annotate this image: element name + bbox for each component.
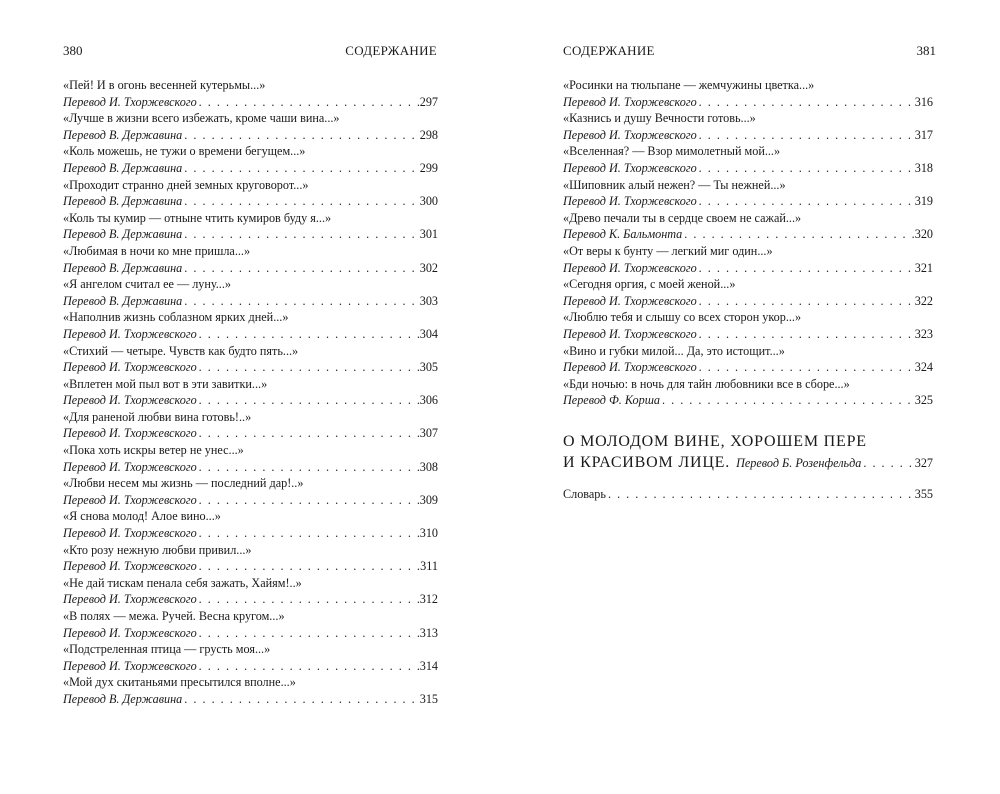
leader-dots: [197, 558, 420, 575]
translator-row: [63, 459, 438, 476]
translator-row: [563, 94, 933, 111]
translator-row: [63, 392, 438, 409]
translator: Перевод В. Державина: [63, 293, 183, 308]
leader-dots: [697, 127, 915, 144]
translator: Перевод И. Тхоржевского: [63, 625, 197, 640]
running-title: СОДЕРЖАНИЕ: [345, 43, 437, 58]
toc-entry: [563, 343, 933, 376]
toc-entry: [563, 77, 933, 110]
section-entry: [563, 431, 933, 474]
leader-dots: [606, 486, 915, 503]
translator: Перевод И. Тхоржевского: [563, 194, 697, 209]
poem-title: «Я ангелом считал ее — луну...»: [63, 277, 231, 292]
poem-title: «Пей! И в огонь весенней кутерьмы...»: [63, 78, 266, 92]
entry-page-number: 311: [420, 559, 438, 574]
toc-entry: [563, 110, 933, 143]
section-translator: Перевод Б. Розенфельда: [736, 456, 862, 470]
translator-row: [563, 193, 933, 210]
leader-dots: [197, 525, 420, 542]
translator-row: [63, 359, 438, 376]
translator-row: [563, 127, 933, 144]
leader-dots: [182, 226, 419, 243]
entry-page-number: 322: [914, 293, 933, 308]
poem-title: «Наполнив жизнь соблазном ярких дней...»: [63, 310, 289, 325]
poem-title: «Вплетен мой пыл вот в эти завитки...»: [63, 376, 268, 391]
poem-title: «Любимая в ночи ко мне пришла...»: [63, 243, 251, 258]
translator: Перевод И. Тхоржевского: [563, 94, 697, 109]
leader-dots: [682, 226, 914, 243]
section-title-line1: О МОЛОДОМ ВИНЕ, ХОРОШЕМ ПЕРЕ: [563, 433, 867, 450]
translator-row: [63, 525, 438, 542]
translator: Перевод И. Тхоржевского: [563, 260, 697, 275]
entry-page-number: 312: [419, 592, 438, 607]
translator: Перевод И. Тхоржевского: [63, 459, 197, 474]
toc-entry: [563, 276, 933, 309]
toc-entry: [63, 77, 438, 110]
toc-entry: [563, 309, 933, 342]
entry-page-number: 320: [914, 227, 933, 242]
toc-entry: [63, 177, 438, 210]
entry-page-number: 303: [419, 293, 438, 308]
translator-row: [63, 658, 438, 675]
translator-row: [563, 359, 933, 376]
entry-page-number: 307: [419, 426, 438, 441]
toc-entry: [63, 276, 438, 309]
translator: Перевод В. Державина: [63, 260, 183, 275]
toc-entry: [63, 110, 438, 143]
glossary-row: [563, 486, 933, 503]
translator-row: [563, 326, 933, 343]
translator-row: [563, 226, 933, 243]
glossary-label: Словарь: [563, 487, 606, 501]
entry-page-number: 306: [419, 393, 438, 408]
poem-title: «Вино и губки милой... Да, это истощит...»: [563, 343, 785, 358]
translator: Перевод И. Тхоржевского: [563, 326, 697, 341]
translator-row: [563, 392, 933, 409]
leader-dots: [197, 591, 420, 608]
leader-dots: [197, 459, 420, 476]
toc-entry: [63, 575, 438, 608]
translator-row: [63, 425, 438, 442]
entry-page-number: 319: [914, 194, 933, 209]
poem-title: «В полях — межа. Ручей. Весна кругом...»: [63, 609, 285, 623]
entry-page-number: 305: [419, 360, 438, 375]
toc-entry: [63, 376, 438, 409]
toc-entry: [63, 143, 438, 176]
translator: Перевод И. Тхоржевского: [63, 94, 197, 109]
leader-dots: [660, 392, 915, 409]
poem-title: «Для раненой любви вина готовь!..»: [63, 409, 252, 424]
section-title-line2-row: [563, 452, 933, 474]
poem-title: «От веры к бунту — легкий миг один...»: [563, 243, 773, 258]
entry-page-number: 313: [419, 625, 438, 640]
toc-entry: [63, 309, 438, 342]
poem-title: «Стихий — четыре. Чувств как будто пять...»: [63, 343, 299, 358]
translator: Перевод В. Державина: [63, 227, 183, 242]
entry-page-number: 316: [914, 94, 933, 109]
translator: Перевод И. Тхоржевского: [63, 658, 197, 673]
section-title-line2: И КРАСИВОМ ЛИЦЕ.: [563, 454, 731, 471]
toc-entry: [63, 409, 438, 442]
translator: Перевод И. Тхоржевского: [63, 492, 197, 507]
toc-entry: [63, 442, 438, 475]
leader-dots: [697, 293, 915, 310]
translator: Перевод И. Тхоржевского: [63, 360, 197, 375]
translator: Перевод В. Державина: [63, 691, 183, 706]
leader-dots: [197, 326, 420, 343]
toc-entry: [63, 243, 438, 276]
entry-page-number: 300: [419, 194, 438, 209]
page-number: 381: [916, 43, 936, 58]
translator-row: [563, 260, 933, 277]
leader-dots: [197, 392, 420, 409]
translator: Перевод К. Бальмонта: [563, 227, 683, 242]
poem-title: «Древо печали ты в сердце своем не сажай...»: [563, 210, 802, 225]
entry-page-number: 314: [419, 658, 438, 673]
translator: Перевод В. Державина: [63, 127, 183, 142]
translator: Перевод И. Тхоржевского: [63, 559, 197, 574]
translator: Перевод И. Тхоржевского: [63, 592, 197, 607]
section-page-number: 327: [914, 456, 933, 470]
translator-row: [63, 691, 438, 708]
translator: Перевод И. Тхоржевского: [563, 160, 697, 175]
running-title: СОДЕРЖАНИЕ: [563, 43, 655, 58]
poem-title: «Проходит странно дней земных круговорот...»: [63, 177, 309, 192]
toc-list: [563, 77, 933, 409]
leader-dots: [182, 193, 419, 210]
leader-dots: [697, 326, 915, 343]
entry-page-number: 302: [419, 260, 438, 275]
translator: Перевод И. Тхоржевского: [63, 326, 197, 341]
leader-dots: [182, 160, 419, 177]
translator-row: [63, 293, 438, 310]
translator-row: [63, 127, 438, 144]
translator: Перевод И. Тхоржевского: [563, 360, 697, 375]
entry-page-number: 325: [914, 393, 933, 408]
toc-entry: [563, 243, 933, 276]
poem-title: «Люблю тебя и слышу со всех сторон укор...»: [563, 310, 802, 325]
translator-row: [563, 293, 933, 310]
toc-entry: [563, 177, 933, 210]
poem-title: «Шиповник алый нежен? — Ты нежней...»: [563, 177, 786, 192]
poem-title: «Коль можешь, не тужи о времени бегущем...»: [63, 144, 306, 159]
toc-entry: [563, 143, 933, 176]
leader-dots: [697, 359, 915, 376]
poem-title: «Подстреленная птица — грусть моя...»: [63, 642, 271, 657]
translator: Перевод В. Державина: [63, 160, 183, 175]
toc-entry: [63, 641, 438, 674]
translator: Перевод И. Тхоржевского: [63, 426, 197, 441]
poem-title: «Сегодня оргия, с моей женой...»: [563, 277, 736, 292]
leader-dots: [182, 260, 419, 277]
translator: Перевод Ф. Корша: [563, 393, 660, 408]
entry-page-number: 298: [419, 127, 438, 142]
entry-page-number: 304: [419, 326, 438, 341]
poem-title: «Вселенная? — Взор мимолетный мой...»: [563, 144, 781, 159]
poem-title: «Коль ты кумир — отныне чтить кумиров буду я...»: [63, 210, 332, 225]
leader-dots: [697, 193, 915, 210]
entry-page-number: 318: [914, 160, 933, 175]
toc-entry: [63, 542, 438, 575]
page-number: 380: [63, 43, 83, 58]
entry-page-number: 310: [419, 526, 438, 541]
translator-row: [63, 625, 438, 642]
poem-title: «Лучше в жизни всего избежать, кроме чаши вина...»: [63, 111, 340, 126]
entry-page-number: 309: [419, 492, 438, 507]
poem-title: «Кто розу нежную любви привил...»: [63, 542, 252, 557]
leader-dots: [197, 94, 420, 111]
poem-title: «Мой дух скитаньями пресытился вполне...»: [63, 675, 296, 690]
translator: Перевод И. Тхоржевского: [563, 293, 697, 308]
glossary-page-number: 355: [914, 487, 933, 501]
entry-page-number: 323: [914, 326, 933, 341]
glossary-entry: [563, 486, 933, 503]
translator-row: [63, 226, 438, 243]
leader-dots: [197, 492, 420, 509]
leader-dots: [697, 160, 915, 177]
translator-row: [63, 326, 438, 343]
entry-page-number: 321: [914, 260, 933, 275]
leader-dots: [197, 359, 420, 376]
translator-row: [63, 260, 438, 277]
poem-title: «Росинки на тюльпане — жемчужины цветка...»: [563, 78, 815, 92]
entry-page-number: 324: [914, 360, 933, 375]
poem-title: «Бди ночью: в ночь для тайн любовники все в сборе...»: [563, 376, 850, 391]
leader-dots: [197, 658, 420, 675]
toc-entry: [63, 608, 438, 641]
leader-dots: [861, 453, 914, 474]
translator-row: [63, 193, 438, 210]
entry-page-number: 308: [419, 459, 438, 474]
right-page: [500, 0, 1000, 794]
translator-row: [563, 160, 933, 177]
leader-dots: [697, 260, 915, 277]
toc-entry: [563, 210, 933, 243]
toc-entry: [63, 343, 438, 376]
translator-row: [63, 558, 438, 575]
toc-entry: [563, 376, 933, 409]
entry-page-number: 317: [914, 127, 933, 142]
toc-entry: [63, 210, 438, 243]
toc-entry: [63, 674, 438, 707]
poem-title: «Любви несем мы жизнь — последний дар!..»: [63, 476, 304, 491]
translator: Перевод И. Тхоржевского: [63, 526, 197, 541]
leader-dots: [182, 691, 419, 708]
toc-list: [63, 77, 438, 708]
leader-dots: [197, 425, 420, 442]
poem-title: «Пока хоть искры ветер не унес...»: [63, 443, 244, 458]
entry-page-number: 315: [419, 691, 438, 706]
translator: Перевод В. Державина: [63, 194, 183, 209]
leader-dots: [197, 625, 420, 642]
translator: Перевод И. Тхоржевского: [63, 393, 197, 408]
toc-entry: [63, 475, 438, 508]
poem-title: «Я снова молод! Алое вино...»: [63, 509, 221, 524]
poem-title: «Казнись и душу Вечности готовь...»: [563, 111, 756, 126]
translator-row: [63, 492, 438, 509]
poem-title: «Не дай тискам пенала себя зажать, Хайям!..»: [63, 575, 302, 590]
translator-row: [63, 591, 438, 608]
translator-row: [63, 94, 438, 111]
translator: Перевод И. Тхоржевского: [563, 127, 697, 142]
entry-page-number: 299: [419, 160, 438, 175]
entry-page-number: 301: [419, 227, 438, 242]
translator-row: [63, 160, 438, 177]
leader-dots: [182, 127, 419, 144]
entry-page-number: 297: [419, 94, 438, 109]
leader-dots: [697, 94, 915, 111]
leader-dots: [182, 293, 419, 310]
toc-entry: [63, 508, 438, 541]
